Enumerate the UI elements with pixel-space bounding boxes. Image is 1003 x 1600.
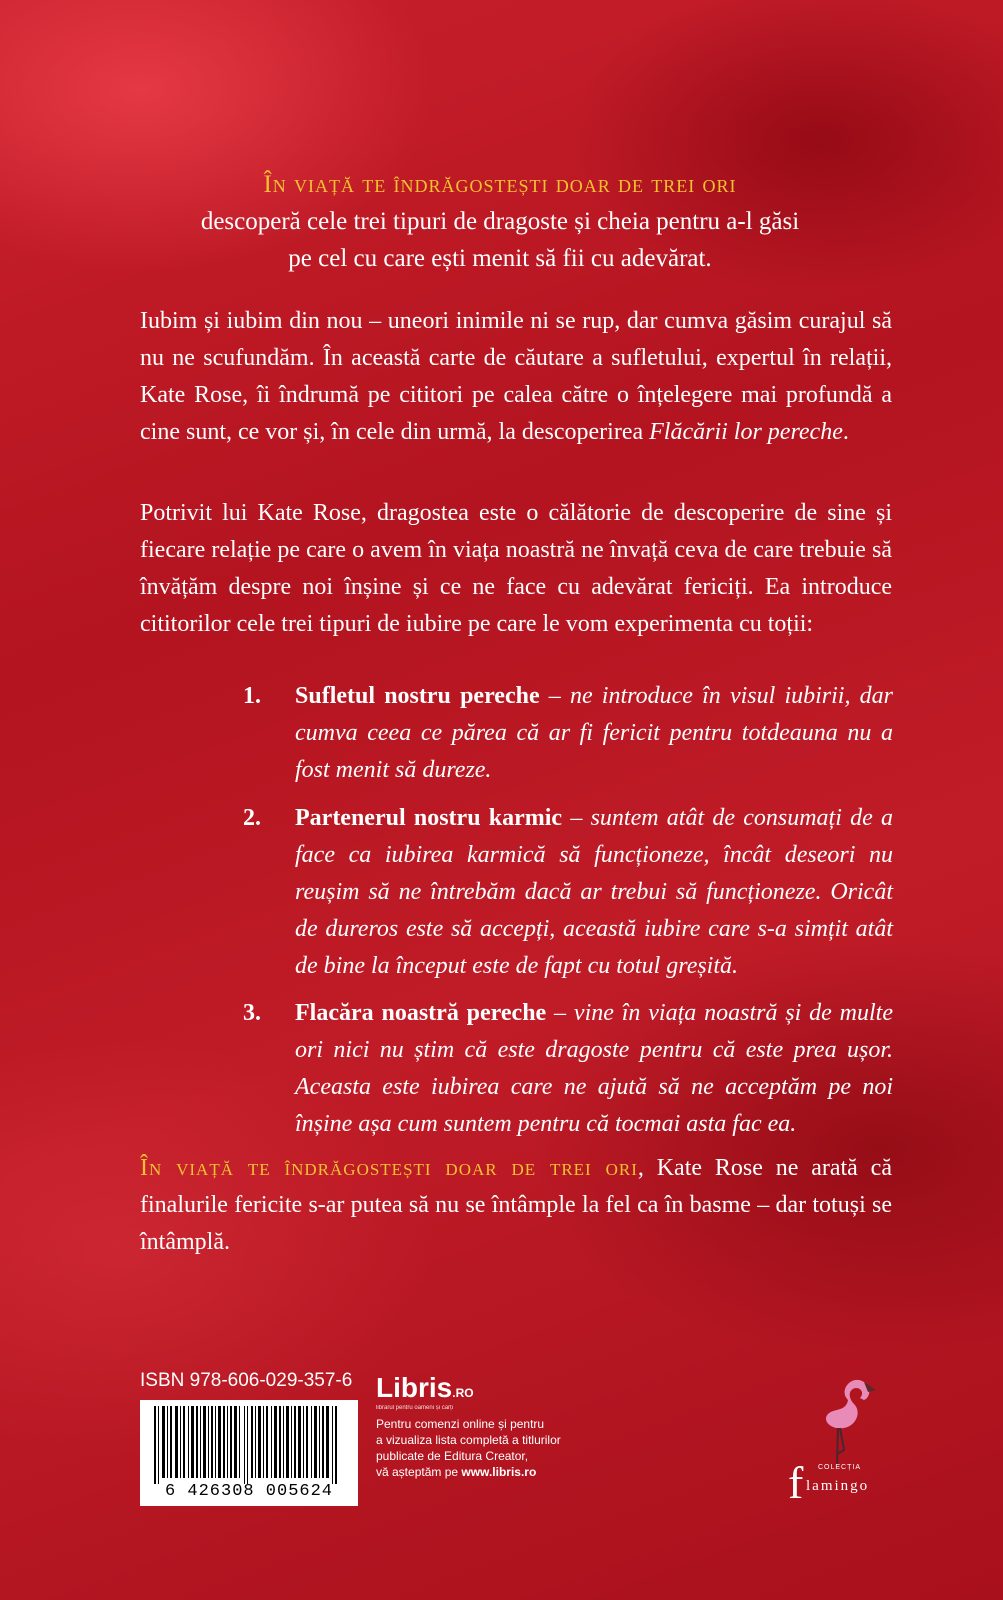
barcode-bars-icon: [140, 1400, 358, 1484]
list-item-dash: –: [562, 805, 591, 831]
list-item-number: 3.: [243, 1000, 261, 1026]
intro-subtitle-line1: descoperă cele trei tipuri de dragoste și cheia pentru a-l găsi: [200, 208, 800, 235]
libris-logo: [376, 1372, 474, 1404]
list-item-number: 2.: [243, 805, 261, 831]
list-item-dash: –: [539, 683, 570, 709]
list-item: [243, 678, 893, 789]
paragraph-1: [140, 303, 892, 451]
paragraph-3-text: , Kate Rose ne arată că finalurile fericite s-ar putea să nu se întâmple la fel ca în basme – dar totuși se întâmplă.: [140, 1155, 892, 1255]
libris-line: publicate de Editura Creator,: [376, 1449, 529, 1463]
barcode-digits: 6 426308 005624: [164, 1482, 334, 1501]
isbn-label: ISBN 978-606-029-357-6: [140, 1370, 353, 1391]
libris-line: a vizualiza lista completă a titlurilor: [376, 1433, 561, 1447]
intro-title: În viață te îndrăgostești doar de trei ori: [263, 171, 737, 198]
list-item-desc: suntem atât de consumați de a face ca iubirea karmică să funcționeze, încât deseori nu reușim să ne întrebăm dacă ar trebui să funcționeze. Oricât de dureros este să accepți, această iubire care s-a simțit atât de bine la început este de fapt cu totul greșită.: [295, 805, 894, 979]
intro-block: [130, 166, 870, 277]
list-item-title: Partenerul nostru karmic: [295, 805, 563, 831]
paragraph-1-text: Iubim și iubim din nou – uneori inimile ni se rup, dar cumva găsim curajul să nu ne scufundăm. În această carte de căutare a sufletului, expertul în relații, Kate Rose, îi îndrumă pe cititori pe calea către o înțelegere mai profundă a cine sunt, ce vor și, în cele din urmă, la descoperirea: [140, 308, 892, 445]
paragraph-2: Potrivit lui Kate Rose, dragostea este o călătorie de descoperire de sine și fiecare relație pe care o avem în viața noastră ne învață ceva de care trebuie să învățăm despre noi înșine și ce ne face cu adevărat fericiți. Ea introduce cititorilor cele trei tipuri de iubire pe care le vom experimenta cu toții:: [140, 500, 892, 637]
libris-website-link[interactable]: www.libris.ro: [461, 1465, 537, 1479]
list-item-title: Flacăra noastră pereche: [295, 1000, 547, 1026]
libris-line: [376, 1464, 616, 1480]
paragraph-3: [140, 1150, 892, 1261]
list-item-title: Sufletul nostru pereche: [295, 683, 540, 709]
collection-name: lamingo: [806, 1478, 870, 1494]
list-item-number: 1.: [243, 683, 261, 709]
paragraph-1-italic: Flăcării lor pereche: [649, 419, 843, 445]
libris-line-prefix: vă așteptăm pe: [376, 1465, 462, 1479]
libris-line: Pentru comenzi online și pentru: [376, 1417, 545, 1431]
list-item: [243, 995, 893, 1143]
list-item-dash: –: [546, 1000, 574, 1026]
collection-label: COLECȚIA: [818, 1464, 862, 1471]
paragraph-1-end: .: [842, 419, 849, 445]
libris-logo-text: Libris: [376, 1372, 453, 1403]
list-item-desc: vine în viața noastră și de multe ori nici nu știm că este dragoste pentru că este prea ușor. Aceasta este iubirea care ne ajută să ne acceptăm pe noi înșine așa cum suntem pentru că tocmai asta fac ea.: [295, 1000, 893, 1137]
list-item: [243, 800, 893, 985]
paragraph-3-gold-title: În viață te îndrăgostești doar de trei ori: [140, 1155, 638, 1181]
list-item-desc: ne introduce în visul iubirii, dar cumva ceea ce părea că ar fi fericit pentru totdeauna nu a fost menit să dureze.: [295, 683, 893, 783]
intro-subtitle-line2: pe cel cu care ești menit să fii cu adevărat.: [288, 245, 712, 272]
libris-logo-suffix: .RO: [452, 1386, 474, 1400]
libris-order-info: [376, 1416, 616, 1480]
collection-initial: f: [788, 1457, 804, 1508]
libris-tagline: librarul pentru oameni și cărți: [376, 1405, 454, 1411]
